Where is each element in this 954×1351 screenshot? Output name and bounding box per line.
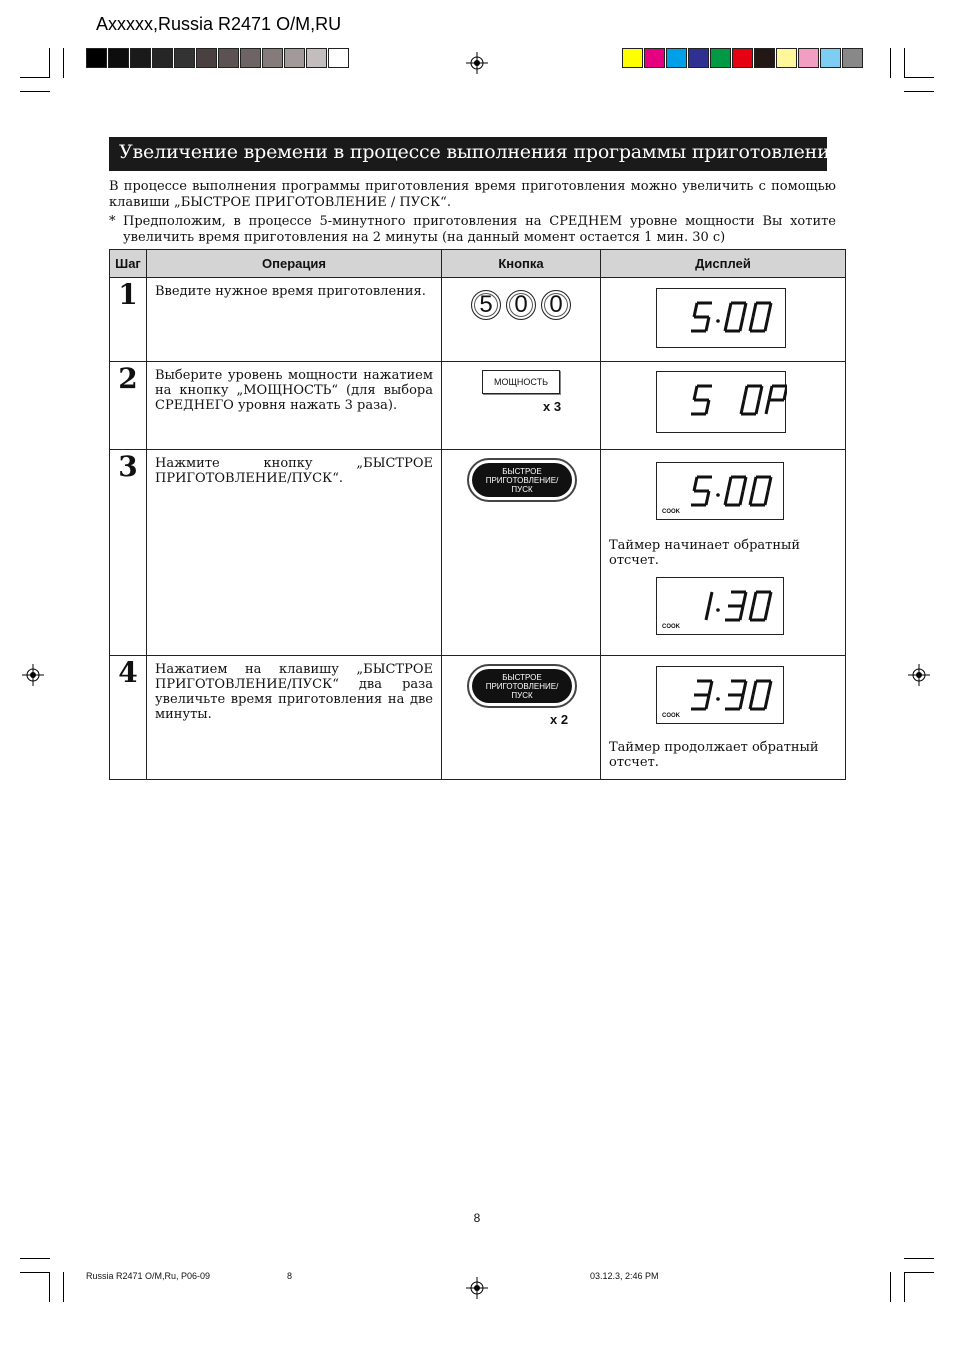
- lcd-segment: [694, 303, 697, 317]
- quick-start-button[interactable]: [467, 664, 577, 708]
- header-operation: Операция: [147, 250, 442, 278]
- color-swatch: [218, 48, 239, 68]
- display-note: Таймер начинает обратный отсчет.: [609, 538, 801, 568]
- footer-file-info: Russia R2471 O/M,Ru, P06-09: [86, 1271, 211, 1281]
- grayscale-bar: [86, 48, 350, 68]
- lcd-segment: [706, 695, 709, 709]
- color-swatch: [754, 48, 775, 68]
- header-step: Шаг: [110, 250, 147, 278]
- color-swatch: [776, 48, 797, 68]
- lcd-segment: [741, 400, 744, 414]
- color-swatch: [130, 48, 151, 68]
- lcd-display: [656, 371, 786, 433]
- lcd-segment: [765, 317, 768, 331]
- page-number: 8: [473, 1211, 481, 1225]
- lcd-segment: [765, 695, 768, 709]
- color-swatch: [820, 48, 841, 68]
- operation-text: Нажмите кнопку „БЫСТРОЕ ПРИГОТОВЛЕНИЕ/ПУСК“.: [155, 456, 433, 486]
- lcd-segment: [768, 303, 771, 317]
- start-button-line: ПУСК: [511, 690, 533, 700]
- start-button-line: БЫСТРОЕ: [502, 672, 542, 682]
- lcd-segment: [706, 491, 709, 505]
- color-swatch: [842, 48, 863, 68]
- lcd-segment: [753, 303, 756, 317]
- section-title: Увеличение времени в процессе выполнения программы приготовления: [109, 137, 827, 171]
- lcd-segment: [750, 317, 753, 331]
- registration-mark-icon: [908, 664, 930, 686]
- color-swatch: [666, 48, 687, 68]
- operation-text: Введите нужное время приготовления.: [155, 284, 426, 299]
- number-key-0[interactable]: 0: [541, 290, 571, 320]
- display-note: Таймер продолжает обратный отсчет.: [609, 740, 819, 770]
- cook-indicator: COOK: [662, 509, 680, 515]
- lcd-segment: [766, 400, 769, 414]
- cook-indicator: COOK: [662, 713, 680, 719]
- lcd-segment: [725, 491, 728, 505]
- lcd-segment: [750, 695, 753, 709]
- start-button-line: БЫСТРОЕ: [502, 466, 542, 476]
- lcd-segment: [740, 606, 743, 620]
- step-number: 1: [110, 278, 147, 362]
- lcd-segment: [709, 592, 712, 606]
- color-swatch: [328, 48, 349, 68]
- start-button-line: ПРИГОТОВЛЕНИЕ/: [485, 475, 559, 485]
- steps-table: [109, 249, 846, 780]
- start-button-line: ПУСК: [511, 484, 533, 494]
- color-swatch: [152, 48, 173, 68]
- lcd-segment: [694, 386, 697, 400]
- assumption-text: Предположим, в процессе 5-минутного приготовления на СРЕДНЕМ уровне мощности Вы хотите увеличить время приготовления на 2 минуты (на данный момент остается 1 мин. 30 с): [123, 214, 836, 245]
- color-swatch: [174, 48, 195, 68]
- color-swatch: [262, 48, 283, 68]
- registration-mark-icon: [466, 52, 488, 74]
- color-swatch: [622, 48, 643, 68]
- number-key-0[interactable]: 0: [506, 290, 536, 320]
- lcd-segment: [740, 491, 743, 505]
- color-swatch: [688, 48, 709, 68]
- lcd-segment: [706, 606, 709, 620]
- press-count: x 2: [550, 712, 569, 727]
- lcd-segment: [706, 400, 709, 414]
- lcd-segment: [750, 491, 753, 505]
- color-swatch: [644, 48, 665, 68]
- intro-paragraph: В процессе выполнения программы приготовления время приготовления можно увеличить с помощью клавиши „БЫСТРОЕ ПРИГОТОВЛЕНИЕ / ПУСК“.: [109, 179, 836, 210]
- cook-indicator: COOK: [662, 624, 680, 630]
- lcd-segment: [740, 317, 743, 331]
- document-header-title: Axxxxx,Russia R2471 O/M,RU: [96, 14, 342, 34]
- lcd-segment: [709, 681, 712, 695]
- table-row: [110, 362, 846, 450]
- lcd-colon-dot: [716, 493, 720, 497]
- registration-mark-icon: [22, 664, 44, 686]
- assumption-star: *: [109, 214, 116, 229]
- lcd-segment: [740, 695, 743, 709]
- lcd-segment: [756, 400, 759, 414]
- table-row: [110, 450, 846, 656]
- power-level-button[interactable]: МОЩНОСТЬ: [482, 370, 560, 394]
- color-swatch: [732, 48, 753, 68]
- table-row: [110, 656, 846, 780]
- table-header-row: [110, 250, 846, 278]
- header-display: Дисплей: [601, 250, 846, 278]
- registration-mark-icon: [466, 1277, 488, 1299]
- color-swatch: [798, 48, 819, 68]
- lcd-colon-dot: [716, 608, 720, 612]
- lcd-segment: [728, 303, 731, 317]
- lcd-segment: [753, 681, 756, 695]
- color-swatch: [710, 48, 731, 68]
- lcd-segment: [743, 592, 746, 606]
- lcd-segment: [694, 477, 697, 491]
- operation-text: Выберите уровень мощности нажатием на кнопку „МОЩНОСТЬ“ (для выбора СРЕДНЕГО уровня нажать 3 раза).: [155, 368, 433, 413]
- color-swatch: [196, 48, 217, 68]
- lcd-segment: [743, 477, 746, 491]
- number-key-5[interactable]: 5: [471, 290, 501, 320]
- lcd-segment: [768, 681, 771, 695]
- lcd-segment: [753, 477, 756, 491]
- lcd-segment: [753, 592, 756, 606]
- color-swatch: [240, 48, 261, 68]
- step-number: 2: [110, 362, 147, 450]
- lcd-segment: [768, 477, 771, 491]
- lcd-segment: [725, 317, 728, 331]
- lcd-digits: [657, 289, 787, 349]
- lcd-colon-dot: [716, 319, 720, 323]
- color-swatch: [284, 48, 305, 68]
- lcd-segment: [706, 317, 709, 331]
- lcd-colon-dot: [716, 697, 720, 701]
- lcd-segment: [765, 491, 768, 505]
- step-number: 3: [110, 450, 147, 656]
- quick-start-button[interactable]: [467, 458, 577, 502]
- lcd-segment: [759, 386, 762, 400]
- lcd-segment: [768, 592, 771, 606]
- lcd-segment: [743, 681, 746, 695]
- table-row: [110, 278, 846, 362]
- color-swatch: [86, 48, 107, 68]
- step-number: 4: [110, 656, 147, 780]
- header-button: Кнопка: [442, 250, 601, 278]
- lcd-display: [656, 462, 784, 520]
- lcd-segment: [765, 606, 768, 620]
- start-button-line: ПРИГОТОВЛЕНИЕ/: [485, 681, 559, 691]
- lcd-segment: [750, 606, 753, 620]
- color-swatch: [108, 48, 129, 68]
- footer-page: 8: [287, 1271, 293, 1281]
- lcd-display: [656, 666, 784, 724]
- operation-text: Нажатием на клавишу „БЫСТРОЕ ПРИГОТОВЛЕНИЕ/ПУСК“ два раза увеличьте время приготовления на две минуты.: [155, 662, 433, 722]
- lcd-display: [656, 577, 784, 635]
- color-swatch: [306, 48, 327, 68]
- lcd-segment: [728, 477, 731, 491]
- press-count: x 3: [543, 399, 562, 414]
- lcd-display: [656, 288, 786, 348]
- lcd-segment: [744, 386, 747, 400]
- lcd-segment: [784, 386, 787, 400]
- lcd-segment: [769, 386, 772, 400]
- lcd-digits: [657, 372, 787, 434]
- footer-timestamp: 03.12.3, 2:46 PM: [590, 1271, 659, 1281]
- color-bar: [622, 48, 864, 68]
- assumption-note: [109, 214, 836, 246]
- lcd-segment: [743, 303, 746, 317]
